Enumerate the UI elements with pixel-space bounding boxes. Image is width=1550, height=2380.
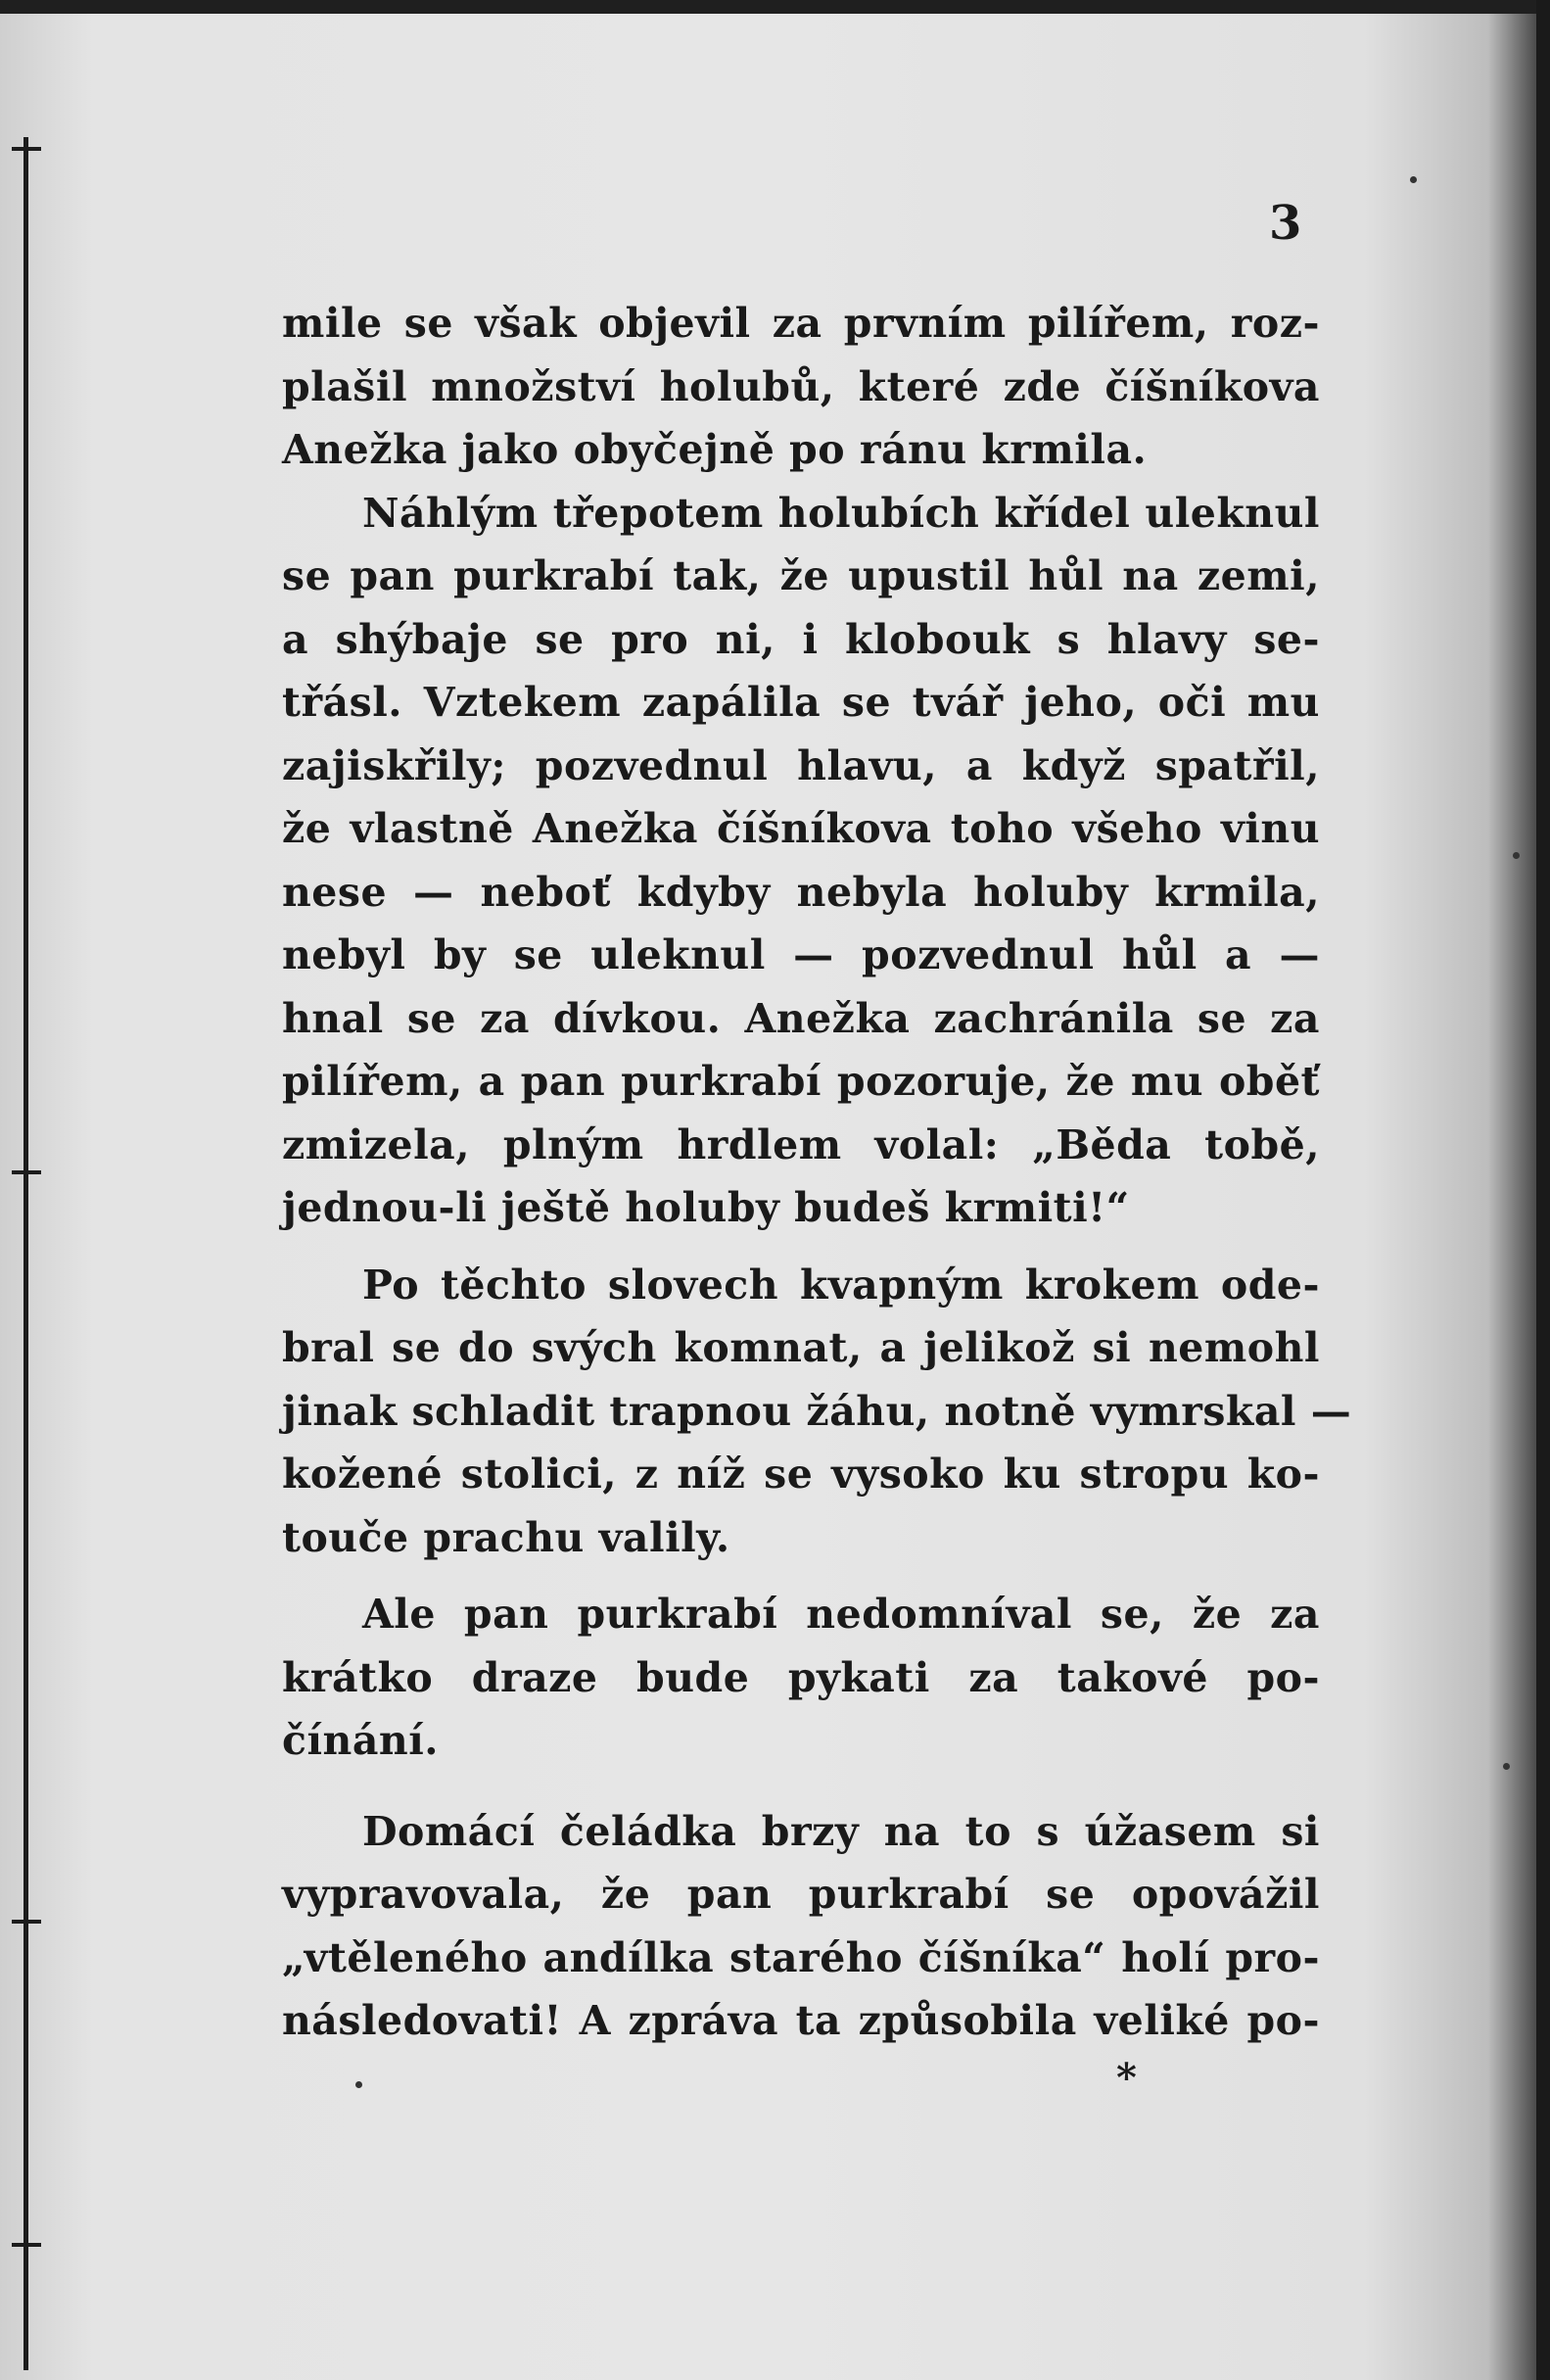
binding-line [23, 137, 28, 2370]
text-line: Anežka jako obyčejně po ránu krmila. [282, 426, 1148, 473]
text-line: kožené stolici, z níž se vysoko ku stropu ko- [282, 1451, 1320, 1498]
text-line: krátko draze bude pykati za takové po- [282, 1653, 1320, 1701]
paragraph-gap [282, 1773, 1320, 1800]
text-line: nese — neboť kdyby nebyla holuby krmila, [282, 868, 1320, 916]
text-line: Ale pan purkrabí nedomníval se, že za [362, 1591, 1320, 1638]
text-line: že vlastně Anežka číšníkova toho všeho vinu [282, 805, 1320, 852]
text-line: vypravovala, že pan purkrabí se opovážil [282, 1871, 1320, 1918]
text-line: jednou-li ještě holuby budeš krmiti!“ [282, 1184, 1130, 1231]
text-line: se pan purkrabí tak, že upustil hůl na zemi, [282, 552, 1320, 599]
binding-tick [12, 1170, 41, 1174]
text-line: zajiskřily; pozvednul hlavu, a když spatřil, [282, 741, 1320, 789]
text-line: mile se však objevil za prvním pilířem, roz- [282, 300, 1320, 347]
text-line: třásl. Vztekem zapálila se tvář jeho, oči mu [282, 679, 1320, 726]
print-speck [1513, 852, 1520, 859]
text-line: touče prachu valily. [282, 1513, 730, 1561]
paragraph-gap [282, 1569, 1320, 1583]
body-text [282, 292, 1352, 2053]
text-line: a shýbaje se pro ni, i klobouk s hlavy se- [282, 615, 1320, 663]
print-speck [1503, 1763, 1510, 1770]
text-line: zmizela, plným hrdlem volal: „Běda tobě, [282, 1120, 1320, 1168]
page-number: 3 [1269, 196, 1302, 251]
text-line: jinak schladit trapnou žáhu, notně vymrskal — [282, 1387, 1352, 1435]
text-line: čínání. [282, 1717, 440, 1764]
print-speck [1410, 176, 1417, 183]
page-top-edge [0, 0, 1550, 14]
binding-tick [12, 2243, 41, 2247]
binding-tick [12, 147, 41, 151]
text-line: „vtěleného andílka starého číšníka“ holí pro- [282, 1933, 1320, 1981]
print-speck [355, 2081, 362, 2088]
text-line: plašil množství holubů, které zde číšníkova [282, 362, 1320, 410]
text-line: nebyl by se uleknul — pozvednul hůl a — [282, 931, 1320, 978]
text-line: bral se do svých komnat, a jelikož si nemohl [282, 1324, 1320, 1371]
page-right-edge [1536, 0, 1550, 2380]
text-line: pilířem, a pan purkrabí pozoruje, že mu oběť [282, 1058, 1320, 1105]
binding-tick [12, 1920, 41, 1924]
text-line: Po těchto slovech kvapným krokem ode- [362, 1261, 1320, 1309]
text-line: Domácí čeládka brzy na to s úžasem si [362, 1807, 1320, 1855]
paragraph-gap [282, 1240, 1320, 1254]
text-line: následovati! A zpráva ta způsobila veliké po- [282, 1997, 1320, 2044]
text-line: Náhlým třepotem holubích křídel uleknul [362, 489, 1320, 537]
text-line: hnal se za dívkou. Anežka zachránila se za [282, 994, 1320, 1042]
signature-mark: * [1116, 2055, 1137, 2101]
